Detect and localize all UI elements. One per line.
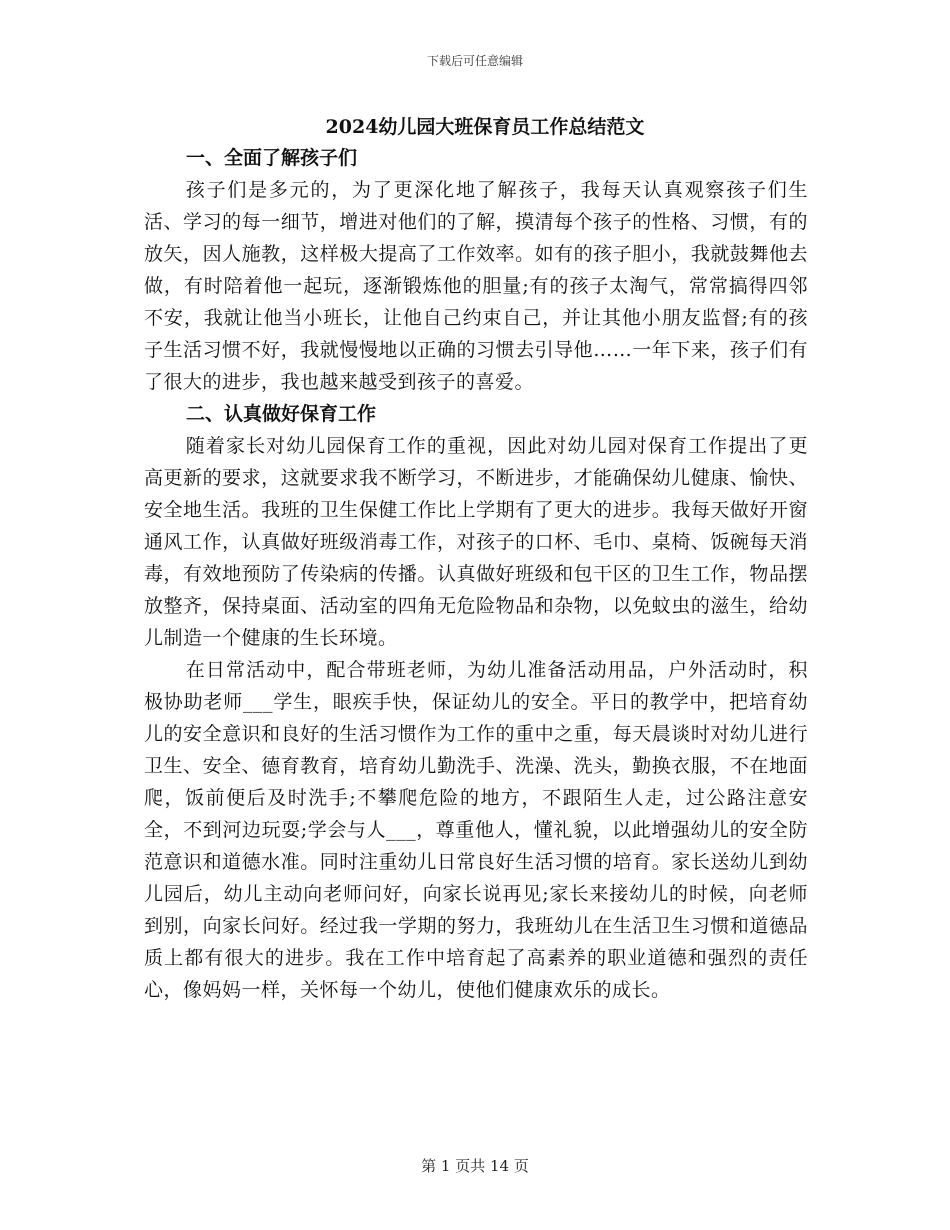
page-number: 第 1 页共 14 页 xyxy=(421,1157,529,1175)
section-1-paragraph: 孩子们是多元的，为了更深化地了解孩子，我每天认真观察孩子们生活、学习的每一细节，增进对他们的了解，摸清每个孩子的性格、习惯，有的放矢，因人施教，这样极大提高了工作效率。如有的孩子胆小，我就鼓舞他去做，有时陪着他一起玩，逐渐锻炼他的胆量;有的孩子太淘气，常常搞得四邻不安，我就让他当小班长，让他自己约束自己，并让其他小朋友监督;有的孩子生活习惯不好，我就慢慢地以正确的习惯去引导他……一年下来，孩子们有了很大的进步，我也越来越受到孩子的喜爱。 xyxy=(144,179,808,393)
section-2-paragraph-2: 在日常活动中，配合带班老师，为幼儿准备活动用品，户外活动时，积极协助老师___学生，眼疾手快，保证幼儿的安全。平日的教学中，把培育幼儿的安全意识和良好的生活习惯作为工作的重中之重，每天晨谈时对幼儿进行卫生、安全、德育教育，培育幼儿勤洗手、洗澡、洗头，勤换衣服，不在地面爬，饭前便后及时洗手;不攀爬危险的地方，不跟陌生人走，过公路注意安全，不到河边玩耍;学会与人___，尊重他人，懂礼貌，以此增强幼儿的安全防范意识和道德水准。同时注重幼儿日常良好生活习惯的培育。家长送幼儿到幼儿园后，幼儿主动向老师问好，向家长说再见;家长来接幼儿的时候，向老师到别，向家长问好。经过我一学期的努力，我班幼儿在生活卫生习惯和道德品质上都有很大的进步。我在工作中培育起了高素养的职业道德和强烈的责任心，像妈妈一样，关怀每一个幼儿，使他们健康欢乐的成长。 xyxy=(144,659,808,1001)
section-2-paragraph-1: 随着家长对幼儿园保育工作的重视，因此对幼儿园对保育工作提出了更高更新的要求，这就要求我不断学习，不断进步，才能确保幼儿健康、愉快、安全地生活。我班的卫生保健工作比上学期有了更大的进步。我每天做好开窗通风工作，认真做好班级消毒工作，对孩子的口杯、毛巾、桌椅、饭碗每天消毒，有效地预防了传染病的传播。认真做好班级和包干区的卫生工作，物品摆放整齐，保持桌面、活动室的四角无危险物品和杂物，以免蚊虫的滋生，给幼儿制造一个健康的生长环境。 xyxy=(144,435,808,649)
download-edit-note: 下载后可任意编辑 xyxy=(426,54,523,68)
document-title: 2024幼儿园大班保育员工作总结范文 xyxy=(325,116,645,138)
section-heading-2: 二、认真做好保育工作 xyxy=(186,403,377,425)
document-body xyxy=(144,142,808,1006)
section-heading-1: 一、全面了解孩子们 xyxy=(186,147,358,169)
